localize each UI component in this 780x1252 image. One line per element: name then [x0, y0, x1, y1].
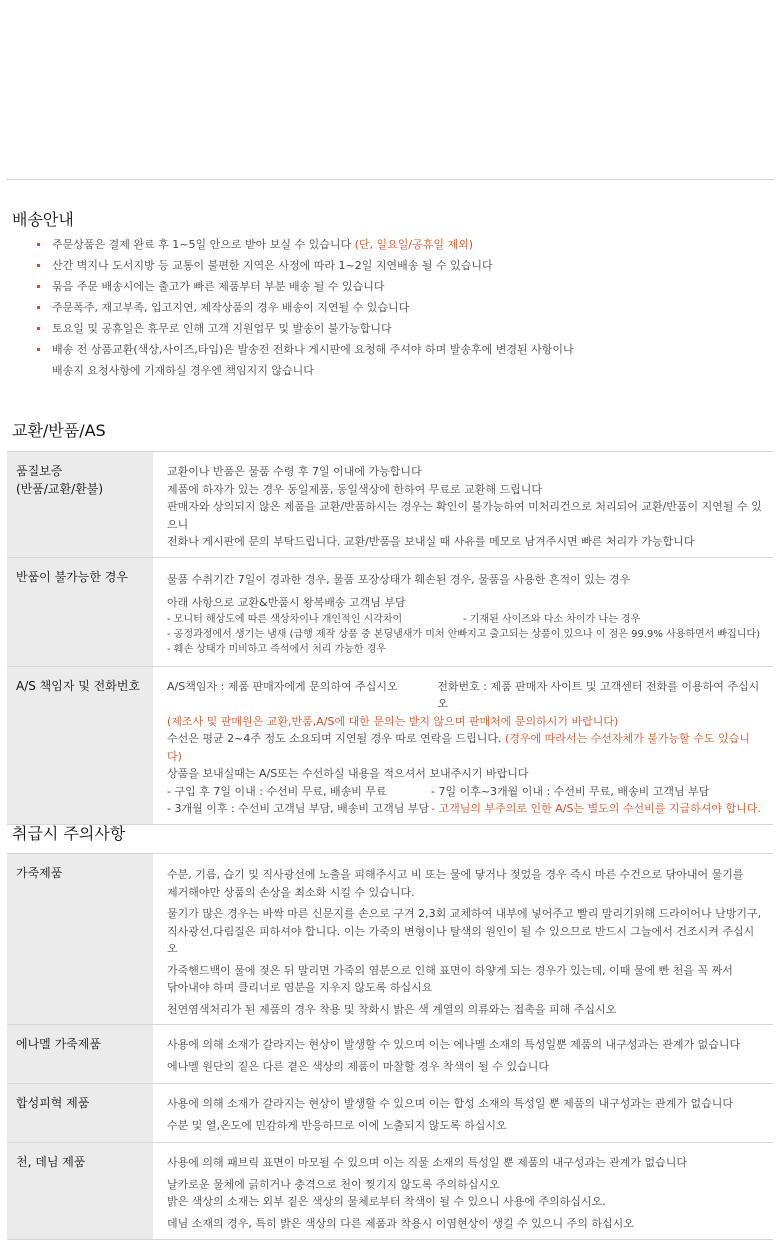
exchange-title: 교환/반품/AS	[12, 421, 106, 440]
table-row	[7, 452, 773, 558]
as-body: A/S책임자 : 제품 판매자에게 문의하여 주십시오 전화번호 : 제품 판매자 사이트 및 고객센터 전화를 이용하여 주십시오 (제조사 및 판매원은 교환,반품,A/S에 대한 문의는 받지 않으며 판매처에 문의하시기 바랍니다) 수선은 평균 2~4주 정도 소요되며 지연될 경우 따로 연락을 드립니다. (경우에 따라서는 수선자체가 불가능할 수도 있습니다) 상품을 보내실때는 A/S또는 수선하실 내용을 적으셔서 보내주시기 바랍니다 - 구입 후 7일 이내 : 수선비 무료, 배송비 무료 - 7일 이후~3개월 이내 : 수선비 무료, 배송비 고객님 부담 - 3개월 이후 : 수선비 고객님 부담, 배송비 고객님 부담 - 고객님의 부주의로 인한 A/S는 별도의 수선비를 지급하셔야 합니다.	[153, 666, 773, 824]
table-row	[7, 557, 773, 666]
table-row	[7, 854, 773, 1025]
quality-label: 품질보증 (반품/교환/환불)	[7, 452, 153, 558]
list-item: 토요일 및 공휴일은 휴무로 인해 고객 지원업무 및 발송이 불가능합니다	[36, 318, 574, 339]
list-item: 배송 전 상품교환(색상,사이즈,타입)은 발송전 전화나 게시판에 요청해 주셔야 하며 발송후에 변경된 사항이나	[36, 339, 574, 360]
list-item: 묶음 주문 배송시에는 출고가 빠른 제품부터 부분 배송 될 수 있습니다	[36, 276, 574, 297]
top-divider	[6, 179, 774, 180]
list-item: 주문폭주, 재고부족, 입고지연, 제작상품의 경우 배송이 지연될 수 있습니다	[36, 297, 574, 318]
leather-body: 수분, 기름, 습기 및 직사광선에 노출을 피해주시고 비 또는 물에 닿거나 젖었을 경우 즉시 마른 수건으로 닦아내어 물기를 제거해야만 상품의 손상을 최소화 시킬 수 있습니다. 물기가 많은 경우는 바싹 마른 신문지를 손으로 구겨 2,3회 교체하여 내부에 넣어주고 빨리 말리기위해 드라이어나 난방기구, 직사광선,다림질은 피하셔야 합니다. 이는 가죽의 변형이나 탈색의 원인이 될 수 있으므로 반드시 그늘에서 건조시켜 주십시오 가죽핸드백이 물에 젖은 뒤 말리면 가죽의 염분으로 인해 표면이 하얗게 되는 경우가 있는데, 이때 물에 빤 천을 꼭 짜서 닦아내야 하며 클리너로 염분을 지우지 않도록 하십시요 천연염색처리가 된 제품의 경우 착용 및 착화시 밝은 색 계열의 의류와는 접촉을 피해 주십시오	[153, 854, 773, 1025]
quality-body: 교환이나 반품은 물품 수령 후 7일 이내에 가능합니다 제품에 하자가 있는 경우 동일제품, 동일색상에 한하여 무료로 교환해 드립니다 판매자와 상의되지 않은 제품을 교환/반품하시는 경우는 확인이 불가능하여 미처리건으로 처리되어 교환/반품이 지연될 수 있으니 전화나 게시판에 문의 부탁드립니다. 교환/반품을 보내실 때 사유를 메모로 남겨주시면 빠른 처리가 가능합니다	[153, 452, 773, 558]
fabric-label: 천, 데님 제품	[7, 1143, 153, 1240]
noreturn-body: 물품 수취기간 7일이 경과한 경우, 물품 포장상태가 훼손된 경우, 물품을 사용한 흔적이 있는 경우 아래 사항으로 교환&반품시 왕복배송 고객님 부담 - 모니터 해상도에 따른 색상차이나 개인적인 시각차이 - 기재된 사이즈와 다소 차이가 나는 경우 - 공정과정에서 생기는 냄새 (급행 제작 상품 중 본딩냄새가 미처 안빠지고 출고되는 상품이 있으나 이 점은 99.9% 사용하면서 빠집니다) - 훼손 상태가 미비하고 즉석에서 처리 가능한 경우	[153, 557, 773, 666]
list-item: 산간 벽지나 도서지방 등 교통이 불편한 지역은 사정에 따라 1~2일 지연배송 될 수 있습니다	[36, 255, 574, 276]
enamel-body: 사용에 의해 소재가 갈라지는 현상이 발생할 수 있으며 이는 에나멜 소재의 특성일뿐 제품의 내구성과는 관계가 없습니다 에나멜 원단의 짙은 다른 곁은 색상의 제품이 마찰할 경우 착색이 될 수 있습니다	[153, 1025, 773, 1084]
care-table	[7, 853, 773, 1240]
exchange-table	[7, 451, 773, 825]
shipping-list	[36, 234, 574, 381]
leather-label: 가죽제품	[7, 854, 153, 1025]
fabric-body: 사용에 의해 패브릭 표면이 마모될 수 있으며 이는 직물 소재의 특성일 뿐 제품의 내구성과는 관계가 없습니다 날카로운 물체에 긁히거나 충격으로 천이 찢기지 않도록 주의하십시오 밝은 색상의 소재는 외부 짙은 색상의 물체로부터 착색이 될 수 있으니 사용에 주의하십시오. 데님 소재의 경우, 특히 밝은 색상의 다른 제품과 착용시 이염현상이 생길 수 있으니 주의 하십시오	[153, 1143, 773, 1240]
noreturn-label: 반품이 불가능한 경우	[7, 557, 153, 666]
table-row	[7, 1084, 773, 1143]
shipping-title: 배송안내	[12, 210, 74, 229]
table-row	[7, 1143, 773, 1240]
list-item: 주문상품은 결제 완료 후 1~5일 안으로 받아 보실 수 있습니다 (단, 일요일/공휴일 제외)	[36, 234, 574, 255]
as-label: A/S 책임자 및 전화번호	[7, 666, 153, 824]
list-item-continuation: 배송지 요청사항에 기재하실 경우엔 책임지지 않습니다	[52, 364, 314, 377]
synthetic-label: 합성피혁 제품	[7, 1084, 153, 1143]
synthetic-body: 사용에 의해 소재가 갈라지는 현상이 발생할 수 있으며 이는 합성 소재의 특성일 뿐 제품의 내구성과는 관계가 없습니다 수분 및 열,온도에 민감하게 반응하므로 이에 노출되지 않도록 하십시오	[153, 1084, 773, 1143]
table-row	[7, 1025, 773, 1084]
enamel-label: 에나멜 가죽제품	[7, 1025, 153, 1084]
care-title: 취급시 주의사항	[12, 824, 126, 843]
table-row	[7, 666, 773, 824]
